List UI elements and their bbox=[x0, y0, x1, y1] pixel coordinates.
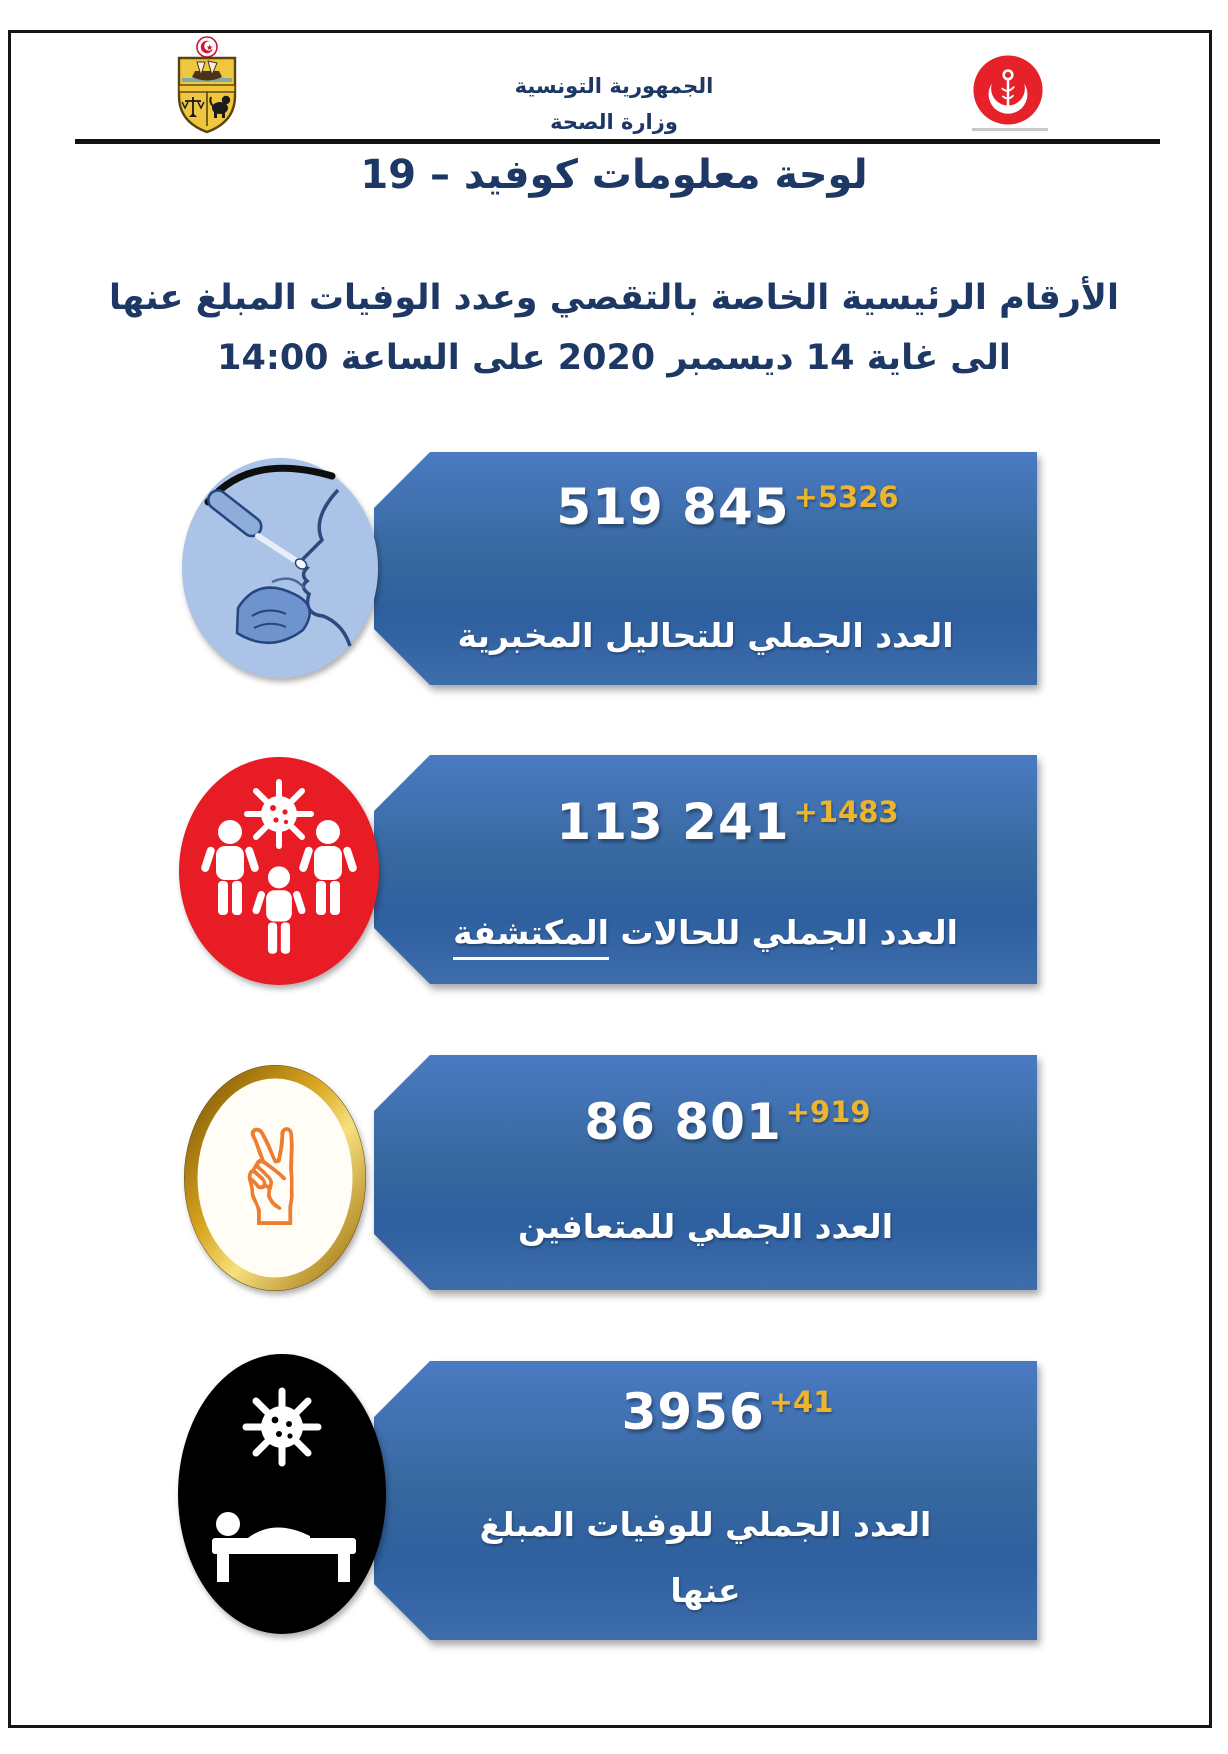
stat-value-row bbox=[396, 1093, 1059, 1151]
ministry-of-health-logo-icon bbox=[972, 54, 1044, 126]
stat-delta: +5326 bbox=[793, 480, 899, 514]
stat-label bbox=[374, 913, 1037, 952]
stat-label bbox=[374, 1492, 1037, 1624]
stat-label-line-2: عنها bbox=[670, 1571, 741, 1610]
stat-value-row bbox=[396, 1383, 1059, 1441]
stat-label-line-1: العدد الجملي للوفيات المبلغ bbox=[479, 1505, 932, 1544]
stat-value-row bbox=[396, 478, 1059, 536]
stat-value: 86 801 bbox=[584, 1093, 782, 1151]
stat-value-row bbox=[396, 793, 1059, 851]
stat-value: 3956 bbox=[621, 1383, 765, 1441]
infected-people-virus-icon bbox=[178, 756, 380, 987]
stat-delta: +919 bbox=[785, 1095, 871, 1129]
nasal-swab-test-icon bbox=[180, 456, 380, 680]
svg-text:✌: ✌ bbox=[219, 1103, 331, 1257]
header-ministry-label: وزارة الصحة bbox=[550, 110, 678, 134]
stat-delta: +41 bbox=[768, 1385, 834, 1419]
stat-delta: +1483 bbox=[793, 795, 899, 829]
stat-value: 113 241 bbox=[556, 793, 790, 851]
header-republic-label: الجمهورية التونسية bbox=[514, 74, 714, 98]
stat-label-text: العدد الجملي للحالات bbox=[608, 913, 958, 952]
death-bed-virus-icon bbox=[176, 1352, 388, 1637]
header-rule bbox=[75, 139, 1160, 144]
stat-label: العدد الجملي للمتعافين bbox=[517, 1207, 894, 1246]
logo-divider bbox=[972, 128, 1048, 131]
subtitle-line-1: الأرقام الرئيسية الخاصة بالتقصي وعدد الوفيات المبلغ عنها bbox=[108, 278, 1119, 318]
subtitle-line-2: الى غاية 14 ديسمبر 2020 على الساعة 14:00 bbox=[217, 338, 1011, 378]
page-title: لوحة معلومات كوفيد – 19 bbox=[360, 152, 868, 198]
stat-banner bbox=[374, 1055, 1037, 1290]
stat-label-underlined: المكتشفة bbox=[453, 913, 609, 960]
victory-hand-icon bbox=[182, 1063, 369, 1293]
stat-label: العدد الجملي للتحاليل المخبرية bbox=[457, 616, 954, 655]
stat-value: 519 845 bbox=[556, 478, 790, 536]
